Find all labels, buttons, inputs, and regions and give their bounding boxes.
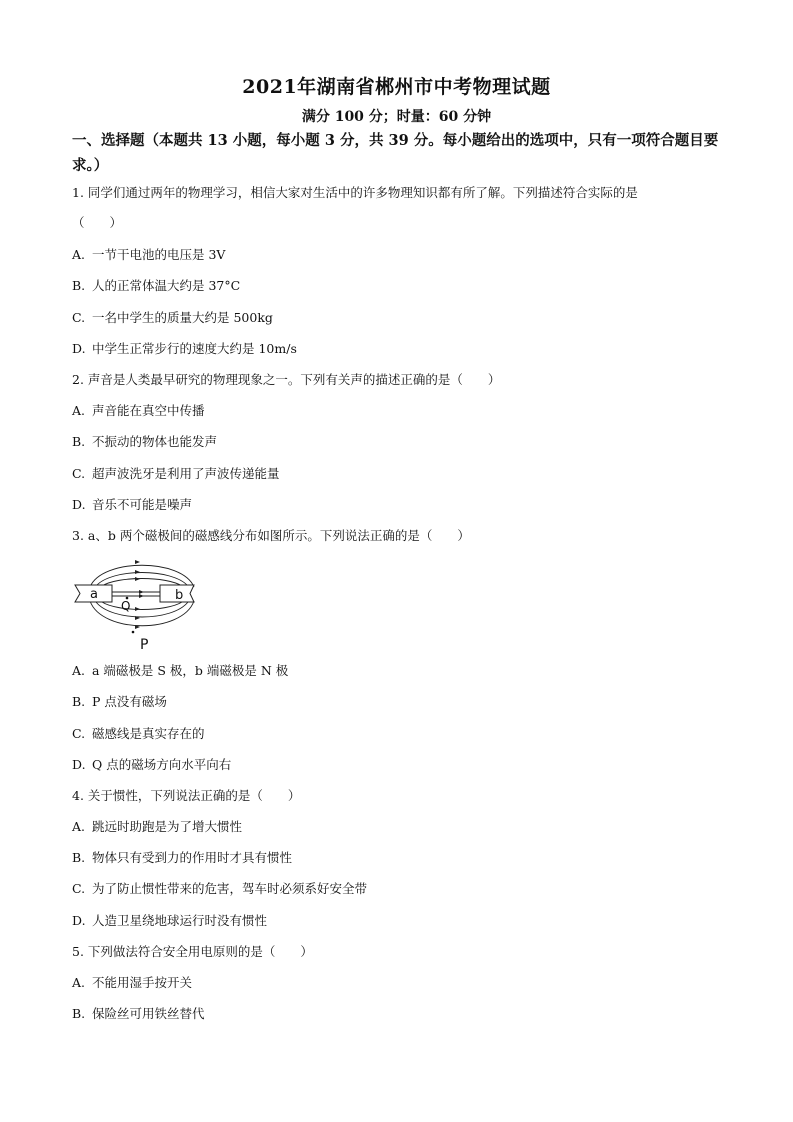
magnet-a-label: a <box>90 587 98 602</box>
option-letter: A. <box>72 663 86 678</box>
magnetic-field-figure <box>72 552 212 657</box>
option-letter: D. <box>72 341 86 356</box>
option-text: 保险丝可用铁丝替代 <box>92 1006 205 1021</box>
option-text: 跳远时助跑是为了增大惯性 <box>92 819 243 834</box>
question-1-option-b <box>72 277 240 295</box>
question-2-option-a <box>72 402 205 420</box>
option-letter: B. <box>72 1006 86 1021</box>
question-3-option-a <box>72 662 288 680</box>
question-3-option-d <box>72 756 231 774</box>
option-text: a 端磁极是 S 极，b 端磁极是 N 极 <box>92 663 289 678</box>
option-text: 不能用湿手按开关 <box>92 975 193 990</box>
point-p-dot <box>132 631 135 634</box>
option-text: 声音能在真空中传播 <box>92 403 205 418</box>
question-2-option-b <box>72 433 217 451</box>
question-2-option-d <box>72 496 192 514</box>
question-1-option-a <box>72 246 225 264</box>
question-2-stem: 2. 声音是人类最早研究的物理现象之一。下列有关声的描述正确的是（ ） <box>72 372 501 387</box>
question-1-option-d <box>72 340 297 358</box>
section-heading: 一、选择题（本题共 13 小题，每小题 3 分，共 39 分。每小题给出的选项中，只有一项符合题目要求。） <box>72 132 719 174</box>
option-text: 中学生正常步行的速度大约是 10m/s <box>92 341 297 356</box>
option-text: 人造卫星绕地球运行时没有惯性 <box>92 913 268 928</box>
option-letter: B. <box>72 434 86 449</box>
option-text: 不振动的物体也能发声 <box>92 434 218 449</box>
question-3-stem: 3. a、b 两个磁极间的磁感线分布如图所示。下列说法正确的是（ ） <box>72 528 470 543</box>
option-letter: D. <box>72 497 86 512</box>
question-2-option-c <box>72 465 280 483</box>
question-4-option-c <box>72 880 367 898</box>
exam-title: 2021年湖南省郴州市中考物理试题 <box>242 76 551 98</box>
option-letter: A. <box>72 403 86 418</box>
question-1-stem-bracket: （ ） <box>72 215 123 230</box>
magnet-b-label: b <box>175 588 184 603</box>
option-text: 磁感线是真实存在的 <box>92 726 205 741</box>
option-letter: A. <box>72 975 86 990</box>
option-letter: B. <box>72 278 86 293</box>
question-4-option-b <box>72 849 292 867</box>
option-letter: C. <box>72 466 86 481</box>
question-1-option-c <box>72 309 273 327</box>
option-text: 音乐不可能是噪声 <box>92 497 193 512</box>
question-3-option-b <box>72 693 167 711</box>
option-letter: D. <box>72 757 86 772</box>
option-letter: C. <box>72 881 86 896</box>
question-1-stem: 1. 同学们通过两年的物理学习，相信大家对生活中的许多物理知识都有所了解。下列描述符合实际的是 <box>72 185 638 200</box>
question-4-stem: 4. 关于惯性，下列说法正确的是（ ） <box>72 788 301 803</box>
option-letter: C. <box>72 726 86 741</box>
option-text: Q 点的磁场方向水平向右 <box>92 757 232 772</box>
exam-subtitle: 满分 100 分；时量：60 分钟 <box>301 109 492 125</box>
option-text: 一名中学生的质量大约是 500kg <box>92 310 273 325</box>
option-letter: C. <box>72 310 86 325</box>
option-text: 物体只有受到力的作用时才具有惯性 <box>92 850 293 865</box>
point-q-label: Q <box>121 599 131 613</box>
option-letter: A. <box>72 247 86 262</box>
question-3-option-c <box>72 725 205 743</box>
option-text: 一节干电池的电压是 3V <box>92 247 226 262</box>
point-p-label: P <box>140 637 149 653</box>
option-text: P 点没有磁场 <box>92 694 167 709</box>
option-letter: A. <box>72 819 86 834</box>
question-4-option-a <box>72 818 242 836</box>
option-letter: B. <box>72 850 86 865</box>
option-text: 超声波洗牙是利用了声波传递能量 <box>92 466 280 481</box>
question-5-option-b <box>72 1005 205 1023</box>
option-text: 为了防止惯性带来的危害，驾车时必须系好安全带 <box>92 881 368 896</box>
question-5-stem: 5. 下列做法符合安全用电原则的是（ ） <box>72 944 313 959</box>
option-letter: D. <box>72 913 86 928</box>
question-4-option-d <box>72 912 267 930</box>
option-letter: B. <box>72 694 86 709</box>
question-5-option-a <box>72 974 192 992</box>
option-text: 人的正常体温大约是 37°C <box>92 278 241 293</box>
